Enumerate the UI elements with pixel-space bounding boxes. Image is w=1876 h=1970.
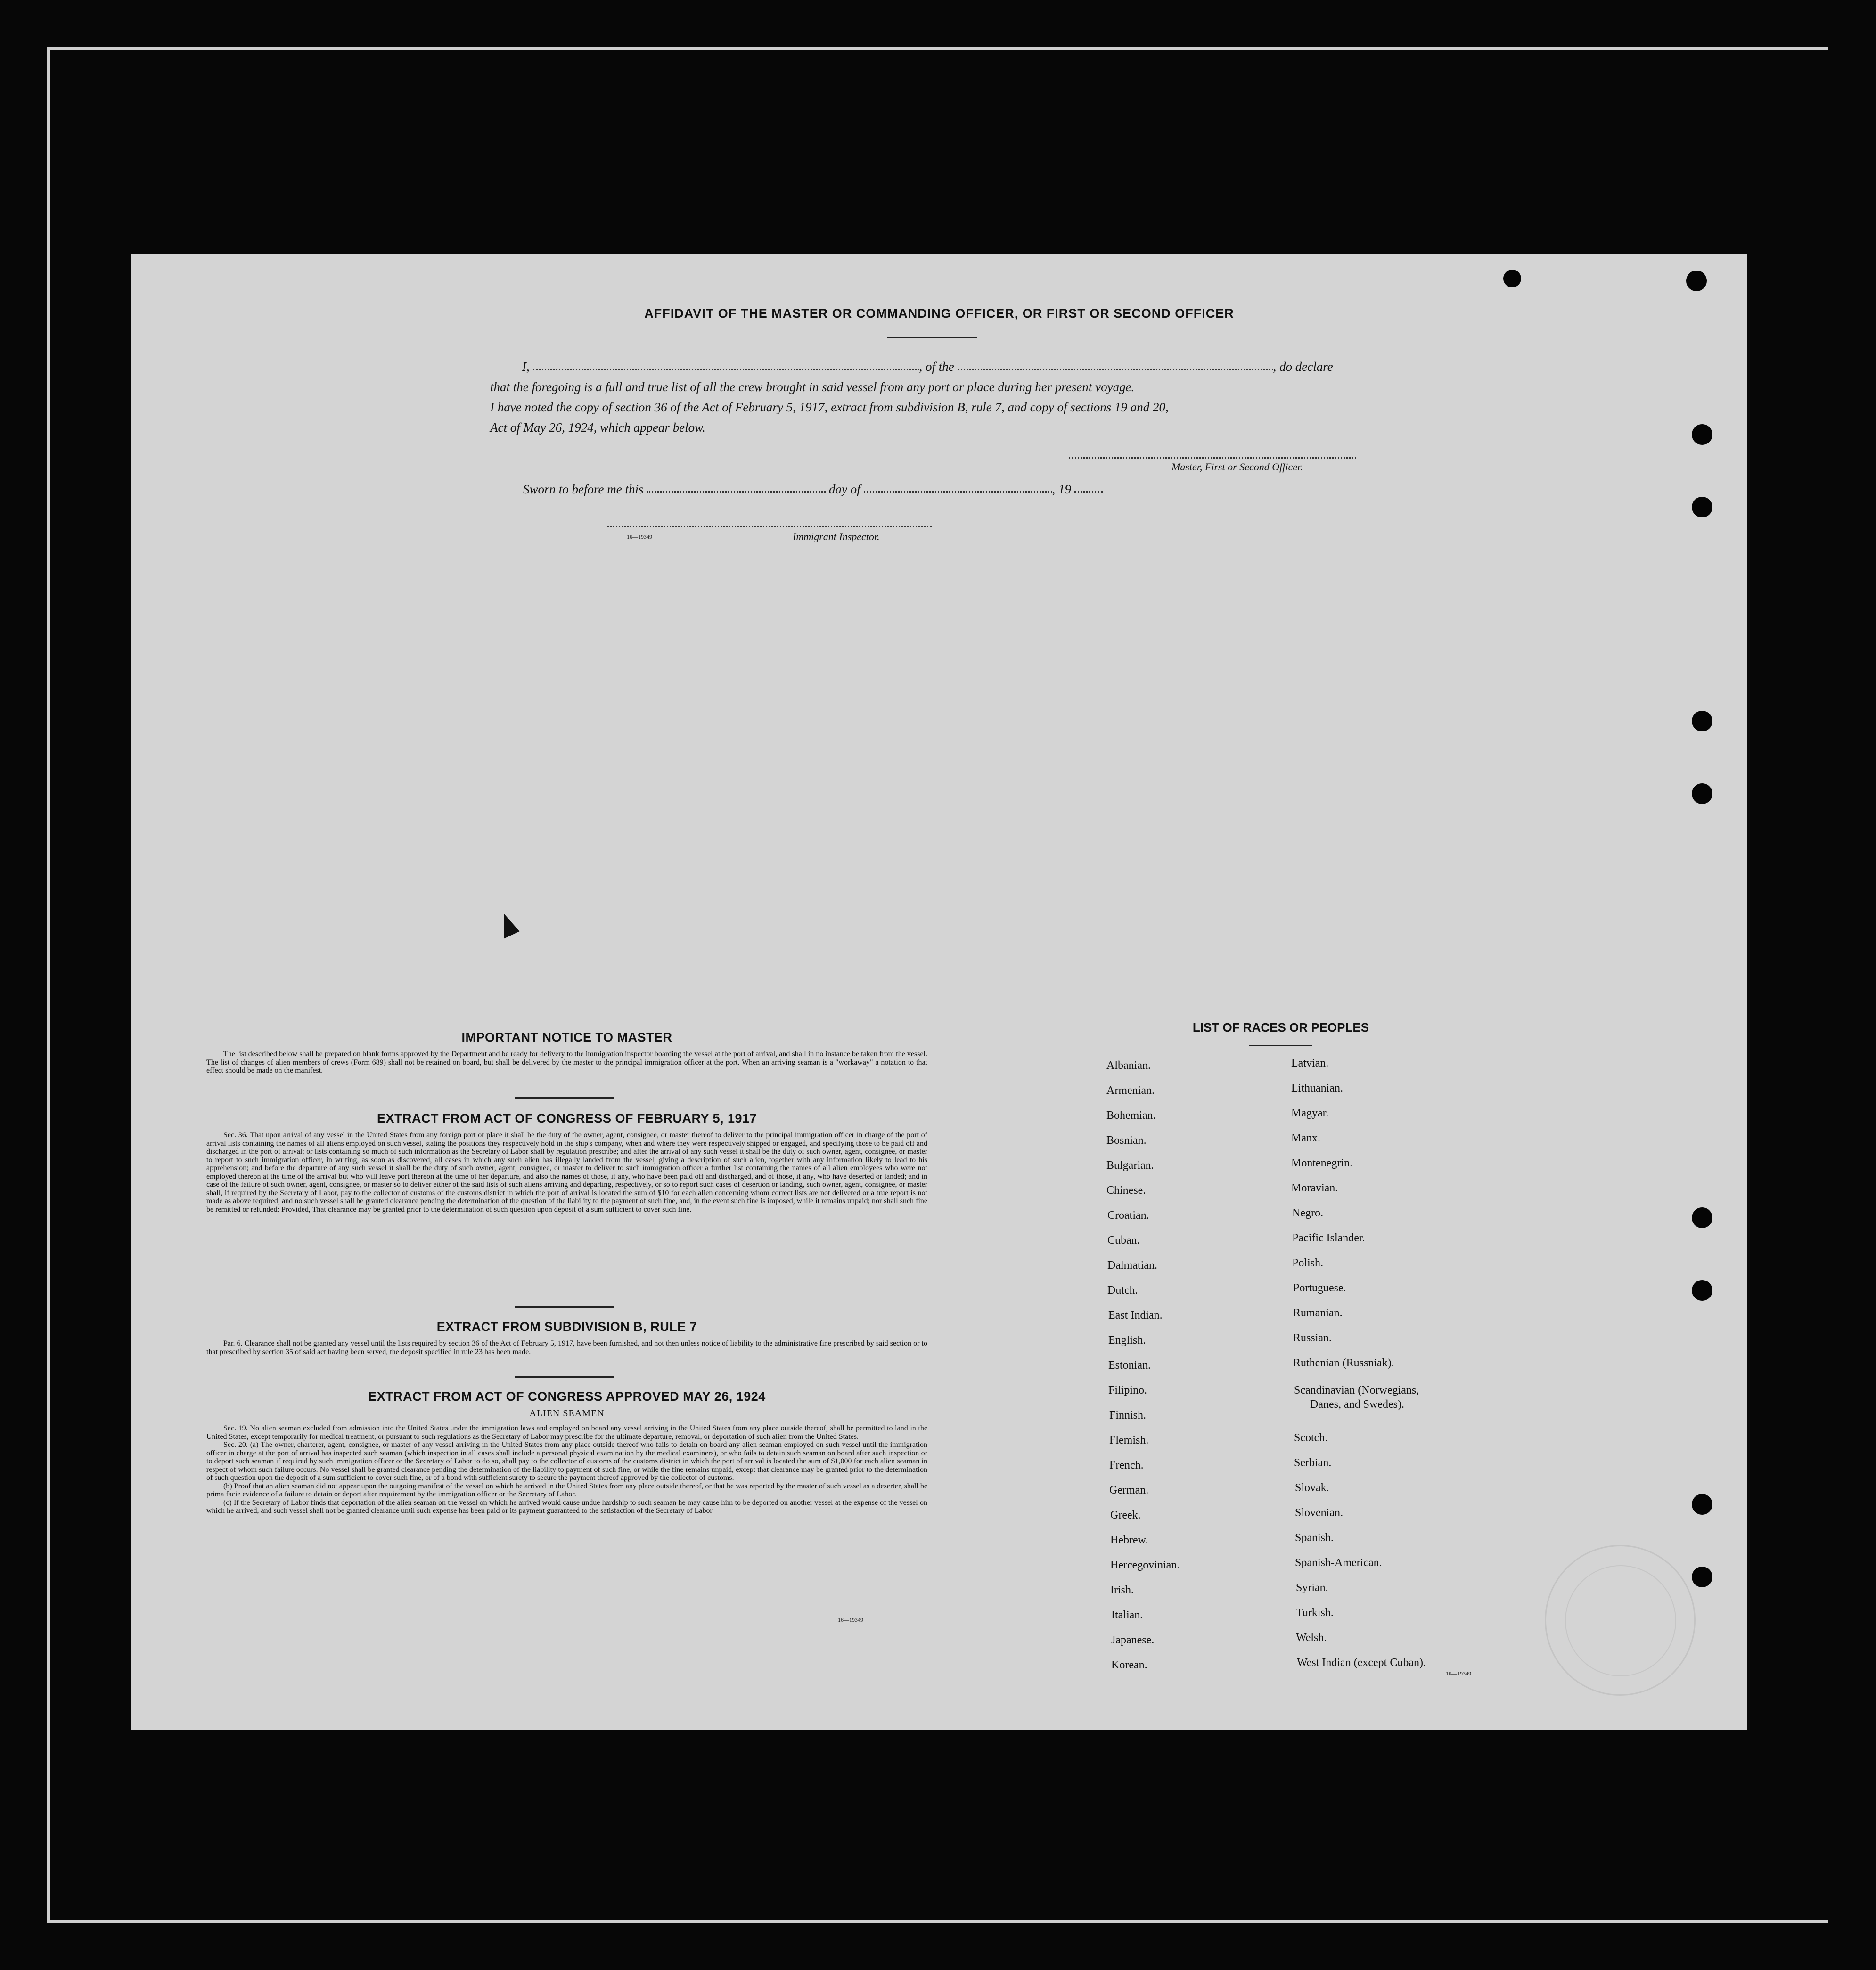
notice-paragraph: The list described below shall be prepared on blank forms approved by the Department and be ready for delivery to the immigration inspector boarding the vessel at the port of arrival, and shall in no instance be taken from the vessel. The list of changes of alien members of crews (Form 689) shall not be retained on board, but shall be delivered by the master to the principal immigration officer at the port. When an arriving seaman is a "workaway" a notation to that effect should be made on the manifest. [206,1050,927,1075]
section-rule [515,1376,614,1378]
film-frame-top [47,47,1828,50]
race-item: Dutch. [1107,1284,1138,1297]
day-of-label: day of [829,482,860,496]
race-item: Negro. [1292,1207,1323,1219]
sworn-month-field[interactable] [864,491,1052,492]
sec-20b-paragraph: (b) Proof that an alien seaman did not appear upon the outgoing manifest of the vessel on which he arrived in the United States from any place outside thereof, or that he was reported by the master of such vessel as a deserter, shall be prima facie evidence of a failure to detain or deport after requirement by the immigration officer or the Secretary of Labor. [206,1482,927,1498]
film-frame-left [47,47,50,1923]
races-title: LIST OF RACES OR PEOPLES [1192,1020,1369,1034]
race-item: West Indian (except Cuban). [1297,1657,1426,1669]
punch-hole [1692,1567,1712,1587]
race-item: Magyar. [1291,1107,1329,1119]
section-rule [515,1097,614,1099]
race-item: German. [1109,1484,1149,1496]
extract-1924-text [206,1424,927,1515]
punch-hole [1692,711,1712,731]
race-item: Serbian. [1294,1457,1332,1469]
of-the-label: , of the [919,360,954,374]
affidavit-title: AFFIDAVIT OF THE MASTER OR COMMANDING OFFICER, OR FIRST OR SECOND OFFICER [644,306,1234,320]
race-item: Rumanian. [1293,1307,1343,1319]
race-item: Montenegrin. [1291,1157,1352,1169]
punch-hole [1692,1207,1712,1228]
sec-20c-paragraph: (c) If the Secretary of Labor finds that deportation of the alien seaman on the vessel on which he arrived would cause undue hardship to such seaman he may cause him to be deported on another vessel at the expense of the vessel on which he arrived, and such vessel shall not be granted clearance until such expense has been paid or its payment guaranteed to the satisfaction of the Secretary of Labor. [206,1498,927,1515]
race-item: Scotch. [1294,1432,1328,1444]
race-item: Manx. [1291,1132,1320,1144]
race-item: Albanian. [1106,1059,1151,1072]
punch-hole [1692,1494,1712,1515]
alien-seamen-subtitle: ALIEN SEAMEN [529,1408,605,1419]
year-prefix: , 19 [1052,482,1071,496]
punch-hole [1692,424,1712,445]
form-number: 16—19349 [627,534,652,540]
affidavit-line-4: Act of May 26, 1924, which appear below. [490,420,705,435]
extract-1924-title: EXTRACT FROM ACT OF CONGRESS APPROVED MAY 26, 1924 [368,1389,766,1404]
race-item: Finnish. [1109,1409,1147,1421]
race-item: Filipino. [1108,1384,1147,1396]
affidavit-line-3: I have noted the copy of section 36 of the Act of February 5, 1917, extract from subdivision B, rule 7, and copy of sections 19 and 20, [490,400,1169,414]
vessel-name-field[interactable] [958,369,1273,370]
extract-1917-text [206,1131,927,1214]
race-item: Welsh. [1296,1632,1327,1644]
punch-hole [1692,497,1712,517]
punch-hole [1692,783,1712,804]
race-item: Italian. [1111,1609,1143,1621]
sec-19-paragraph: Sec. 19. No alien seaman excluded from admission into the United States under the immigration laws and employed on board any vessel arriving in the United States from any place outside thereof, shall be permitted to land in the United States, except temporarily for medical treatment, or pursuant to such regulations as the Secretary of Labor may prescribe for the ultimate departure, removal, or deportation of such alien from the United States. [206,1424,927,1441]
race-item: Turkish. [1296,1607,1334,1619]
race-item: Russian. [1293,1332,1332,1344]
race-item: Dalmatian. [1107,1259,1157,1272]
declare-label: , do declare [1273,360,1333,374]
race-item: Irish. [1110,1584,1134,1596]
race-item: Portuguese. [1293,1282,1346,1294]
sworn-line [523,482,1103,497]
race-item: Moravian. [1291,1182,1338,1194]
par-6-paragraph: Par. 6. Clearance shall not be granted any vessel until the lists required by section 36 of the Act of February 5, 1917, have been furnished, and not then unless notice of liability to the administrative fine prescribed by said section or to that prescribed by section 35 of said act having been served, the deposit specified in rule 23 has been made. [206,1339,927,1356]
form-number: 16—19349 [838,1617,863,1623]
inspector-signature-line[interactable] [607,526,932,527]
affidavit-line-1 [522,360,1507,374]
race-item: Spanish. [1295,1532,1334,1544]
declarant-name-field[interactable] [533,369,919,370]
punch-hole [1503,270,1521,287]
race-item: Slovak. [1295,1482,1329,1494]
race-item: Croatian. [1107,1209,1149,1222]
race-item: East Indian. [1108,1309,1163,1322]
race-item: Pacific Islander. [1292,1232,1365,1244]
notice-title: IMPORTANT NOTICE TO MASTER [461,1030,672,1044]
race-item: Hercegovinian. [1110,1559,1180,1571]
ink-mark [495,911,520,939]
sec-36-paragraph: Sec. 36. That upon arrival of any vessel in the United States from any foreign port or place it shall be the duty of the owner, agent, consignee, or master thereof to deliver to the principal immigration officer in charge of the port of arrival lists containing the names of all aliens employed on such vessel, stating the positions they respectively hold in the ship's company, when and where they were respectively shipped or engaged, and specifying those to be paid off and discharged in the port of arrival; or lists containing so much of such information as the Secretary of Labor shall by regulation prescribe; and after the arrival of any such vessel it shall be the duty of such owner, agent, consignee, or master to report to such immigration officer, in writing, as soon as discovered, all cases in which any such alien has illegally landed from the vessel, giving a description of such alien, together with any information likely to lead to his apprehension; and before the departure of any such vessel it shall be the duty of such owner, agent, consignee, or master to deliver to such immigration officer a further list containing the names of all alien employees who were not employed thereon at the time of the arrival but who will leave port thereon at the time of her departure, and also the names of those, if any, who have been paid off and discharged, and of those, if any, who have deserted or landed; and in case of the failure of such owner, agent, consignee, or master so to deliver either of the said lists of such aliens arriving and departing, respectively, or so to report such cases of desertion or landing, such owner, agent, consignee, or master shall, if required by the Secretary of Labor, pay to the collector of customs of the customs district in which the port of arrival is located the sum of $10 for each alien concerning whom correct lists are not delivered or a true report is not made as above required; and no such vessel shall be granted clearance pending the determination of the question of the liability to the payment of such fine, and, in the event such fine is imposed, while it remains unpaid; nor shall such fine be remitted or refunded: Provided, That clearance may be granted prior to the determination of such question upon deposit of a sum sufficient to cover such fine. [206,1131,927,1214]
declarant-label: I, [522,360,530,374]
race-item: Danes, and Swedes). [1310,1398,1404,1411]
section-rule [515,1306,614,1308]
rule-7-title: EXTRACT FROM SUBDIVISION B, RULE 7 [436,1320,697,1334]
officer-signature-line[interactable] [1069,457,1356,459]
inspector-caption: Immigrant Inspector. [793,531,880,542]
race-item: Korean. [1111,1659,1147,1671]
race-item: Ruthenian (Russniak). [1293,1357,1394,1369]
film-frame-bottom [47,1920,1828,1923]
race-item: Slovenian. [1295,1507,1343,1519]
race-item: Flemish. [1109,1434,1149,1446]
race-item: Armenian. [1106,1084,1155,1097]
form-number: 16—19349 [1446,1670,1471,1677]
sworn-year-field[interactable] [1074,491,1103,492]
extract-1917-title: EXTRACT FROM ACT OF CONGRESS OF FEBRUARY 5, 1917 [377,1111,757,1125]
race-item: Lithuanian. [1291,1082,1343,1094]
race-item: Spanish-American. [1295,1557,1382,1569]
race-item: Greek. [1110,1509,1141,1521]
race-item: English. [1108,1334,1146,1346]
officer-signature-caption: Master, First or Second Officer. [1171,461,1303,473]
race-item: Bosnian. [1106,1134,1147,1147]
race-item: Cuban. [1107,1234,1140,1247]
race-item: Bulgarian. [1106,1159,1154,1172]
sworn-prefix: Sworn to before me this [523,482,644,496]
race-item: French. [1109,1459,1144,1471]
sec-20a-paragraph: Sec. 20. (a) The owner, charterer, agent, consignee, or master of any vessel arriving in the United States from any place outside thereof who fails to detain on board any alien seaman employed on such vessel until the immigration officer in charge at the port of arrival has inspected such seaman (which inspection in all cases shall include a personal physical examination by the medical examiners), or who fails to detain such seaman on board after such inspection or to deport such seaman if required by such immigration officer or the Secretary of Labor to do so, shall pay to the collector of customs of the customs district in which the port of arrival is located the sum of $1,000 for each alien seaman in respect of whom such failure occurs. No vessel shall be granted clearance pending the determination of the liability to payment of such fine, or while the fine remains unpaid, except that clearance may be granted prior to the determination of such question upon the deposit of a sum sufficient to cover such fine, or of a bond with sufficient surety to secure the payment thereof approved by the collector of customs. [206,1441,927,1482]
punch-hole [1692,1280,1712,1301]
race-item: Scandinavian (Norwegians, [1294,1384,1419,1396]
document-sheet [131,254,1747,1730]
race-item: Japanese. [1111,1634,1155,1646]
race-item: Bohemian. [1106,1109,1156,1122]
race-item: Chinese. [1106,1184,1146,1197]
race-item: Latvian. [1291,1057,1329,1069]
sworn-day-field[interactable] [647,491,826,492]
affidavit-line-2: that the foregoing is a full and true list of all the crew brought in said vessel from any port or place during her present voyage. [490,380,1135,394]
races-title-rule [1249,1045,1312,1046]
title-rule [887,337,977,338]
race-item: Syrian. [1296,1582,1328,1594]
race-item: Estonian. [1108,1359,1151,1371]
race-item: Polish. [1292,1257,1324,1269]
embossed-seal [1545,1545,1696,1696]
punch-hole [1686,271,1707,291]
rule-7-text [206,1339,927,1356]
notice-text [206,1050,927,1075]
race-item: Hebrew. [1110,1534,1148,1546]
